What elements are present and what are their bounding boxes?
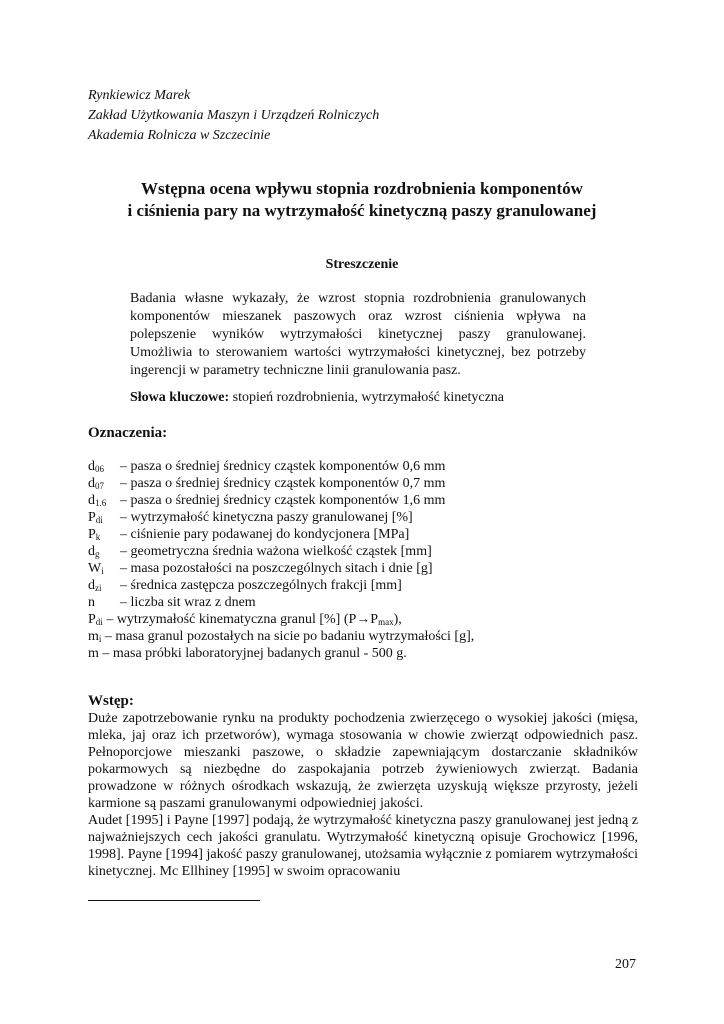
symbol: $d_{zi}$ (88, 578, 102, 593)
page-number: 207 (615, 957, 636, 972)
keywords (130, 390, 504, 406)
symbol-description: – pasza o średniej średnicy cząstek komponentów 0,7 mm (120, 476, 446, 491)
keywords-label: Słowa kluczowe: (130, 390, 230, 405)
symbol-description: – wytrzymałość kinetyczna paszy granulowanej [%] (120, 510, 413, 525)
symbol-row (88, 594, 474, 611)
symbol: $d_g$ (88, 544, 100, 559)
abstract-heading: Streszczenie (325, 257, 399, 272)
keywords-value: stopień rozdrobnienia, wytrzymałość kinetyczna (232, 390, 505, 405)
symbol-description: – średnica zastępcza poszczególnych frakcji [mm] (120, 578, 402, 593)
symbol: $d_{1.6}$ (88, 493, 107, 508)
symbol-description: – geometryczna średnia ważona wielkość cząstek [mm] (120, 544, 432, 559)
intro-body (88, 710, 638, 880)
symbol: $d_{06}$ (88, 459, 104, 474)
footnote-rule (88, 900, 260, 901)
symbol: $d_{07}$ (88, 476, 104, 491)
author-block (88, 86, 379, 146)
intro-heading: Wstęp: (88, 693, 134, 709)
symbol-description: – liczba sit wraz z dnem (120, 595, 256, 610)
symbol-row (88, 560, 474, 577)
paper-title (80, 178, 644, 222)
author-name: Rynkiewicz Marek (88, 88, 191, 103)
author-department: Zakład Użytkowania Maszyn i Urządzeń Rolniczych (88, 108, 380, 123)
symbol: n (88, 595, 95, 610)
symbol-description: – pasza o średniej średnicy cząstek komponentów 1,6 mm (120, 493, 446, 508)
symbol-row (88, 543, 474, 560)
symbol: $P_{di}$ (88, 510, 103, 525)
symbol-row (88, 475, 474, 492)
symbol-description: – masa pozostałości na poszczególnych sitach i dnie [g] (120, 561, 433, 576)
symbols-heading: Oznaczenia: (88, 425, 168, 441)
intro-paragraph-2: Audet [1995] i Payne [1997] podają, że wytrzymałość kinetyczna paszy granulowanej jest jedną z najważniejszych cech jakości granulatu. Wytrzymałość kinetyczną opisuje Grochowicz [1996, 1998]. Payne [1994] jakość paszy granulowanej, utożsamia wyłącznie z pomiarem wytrzymałości kinetycznej. Mc Ellhiney [1995] w swoim opracowaniu (88, 813, 638, 879)
intro-paragraph-1: Duże zapotrzebowanie rynku na produkty pochodzenia zwierzęcego o wysokiej jakości (mięsa, mleka, jaj oraz ich przetworów), wymaga stosowania w chowie zwierząt odpowiednich pasz. Pełnoporcjowe mieszanki paszowe, o składzie zapewniającym dostarczanie składników pokarmowych są niezbędne do zaspokajania potrzeb żywieniowych zwierząt. Badania prowadzone w różnych ośrodkach wskazują, że zwierzęta uzyskują większe przyrosty, jeżeli karmione są paszami granulowanymi odpowiedniej jakości. (88, 711, 638, 811)
symbol-row (88, 526, 474, 543)
symbol-description: – pasza o średniej średnicy cząstek komponentów 0,6 mm (120, 459, 446, 474)
title-line-2: i ciśnienia pary na wytrzymałość kinetyczną paszy granulowanej (127, 201, 597, 220)
symbol: $P_k$ (88, 527, 101, 542)
symbol: $W_i$ (88, 561, 104, 576)
symbol-row (88, 458, 474, 475)
title-line-1: Wstępna ocena wpływu stopnia rozdrobnienia komponentów (141, 179, 583, 198)
symbol-description: – ciśnienie pary podawanej do kondycjonera [MPa] (120, 527, 410, 542)
definition-row: $P_{di}$ – wytrzymałość kinematyczna granul [%] $(P\to P_{max})$, (88, 612, 402, 627)
definition-row: m – masa próbki laboratoryjnej badanych granul - 500 g. (88, 646, 407, 661)
author-institution: Akademia Rolnicza w Szczecinie (88, 128, 271, 143)
symbol-row (88, 577, 474, 594)
symbol-row (88, 492, 474, 509)
definition-row: $m_i$ – masa granul pozostałych na sicie po badaniu wytrzymałości [g], (88, 629, 475, 644)
symbol-row (88, 509, 474, 526)
abstract-text: Badania własne wykazały, że wzrost stopnia rozdrobnienia granulowanych komponentów mieszanek paszowych oraz wzrost ciśnienia wpływa na polepszenie wyników wytrzymałości kinetycznej paszy granulowanej. Umożliwia to sterowaniem wartości wytrzymałości kinetycznej, bez potrzeby ingerencji w parametry techniczne linii granulowania pasz. (130, 291, 586, 378)
symbols-list (88, 458, 474, 662)
